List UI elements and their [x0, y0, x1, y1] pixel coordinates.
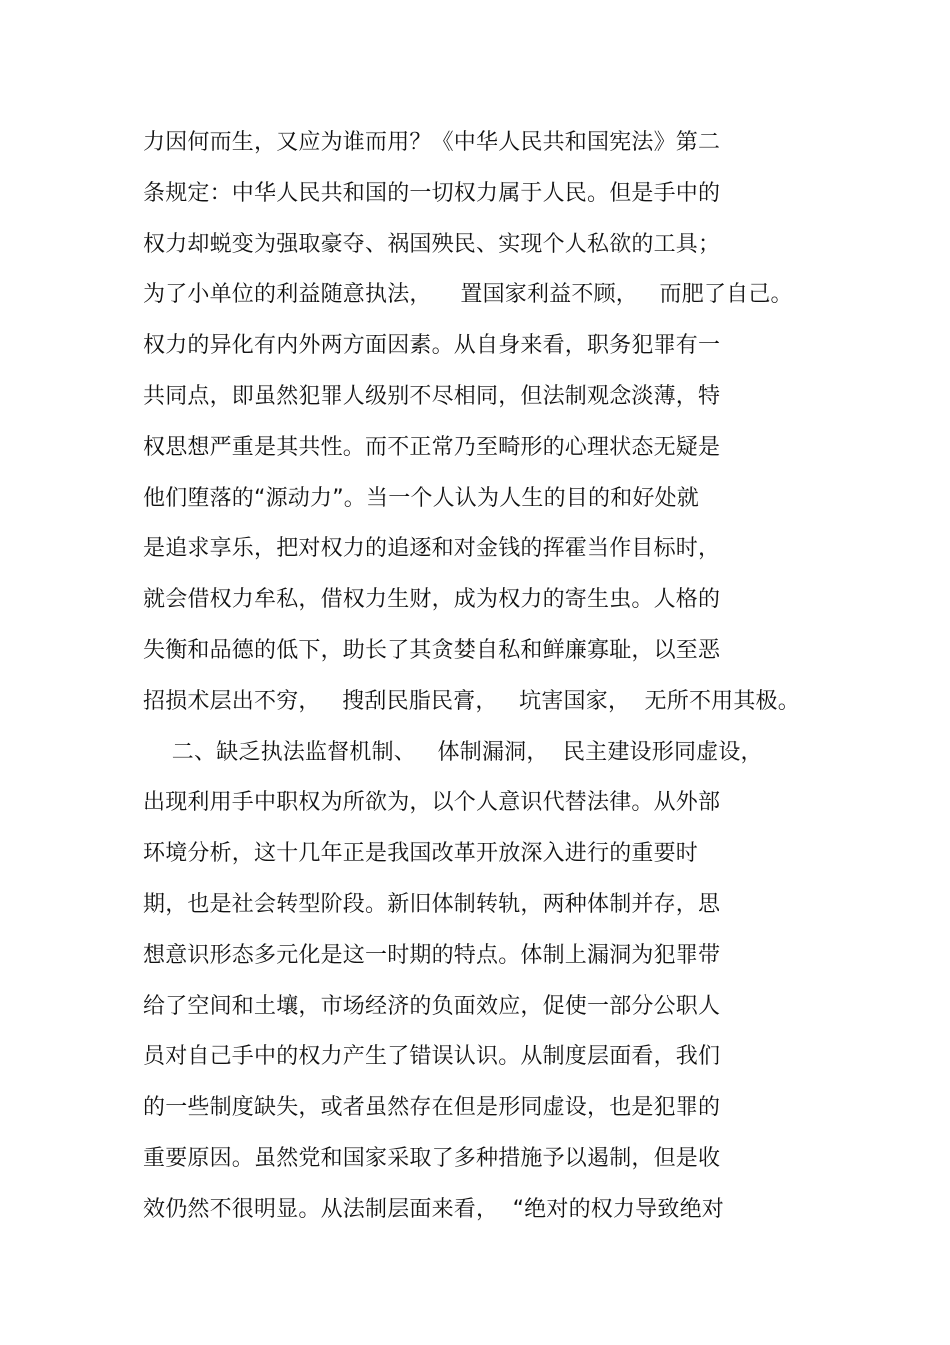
text-line: 出现利用手中职权为所欲为，以个人意识代替法律。从外部 — [143, 790, 721, 816]
text-line: 条规定：中华人民共和国的一切权力属于人民。但是手中的 — [143, 180, 721, 206]
section-heading-line: 二、缺乏执法监督机制、 体制漏洞， 民主建设形同虚设， — [143, 739, 763, 765]
text-line: 共同点，即虽然犯罪人级别不尽相同，但法制观念淡薄，特 — [143, 383, 721, 409]
text-line: 的一些制度缺失，或者虽然存在但是形同虚设，也是犯罪的 — [143, 1095, 721, 1121]
text-line: 环境分析，这十几年正是我国改革开放深入进行的重要时 — [143, 841, 699, 867]
text-line: 是追求享乐，把对权力的追逐和对金钱的挥霍当作目标时， — [143, 536, 721, 562]
text-line: 效仍然不很明显。从法制层面来看， “绝对的权力导致绝对 — [143, 1196, 724, 1222]
text-line: 员对自己手中的权力产生了错误认识。从制度层面看，我们 — [143, 1044, 721, 1070]
text-line: 重要原因。虽然党和国家采取了多种措施予以遏制，但是收 — [143, 1145, 721, 1171]
text-line: 权力的异化有内外两方面因素。从自身来看，职务犯罪有一 — [143, 333, 721, 359]
text-line: 权力却蜕变为强取豪夺、祸国殃民、实现个人私欲的工具； — [143, 231, 721, 257]
body-text — [143, 118, 823, 1236]
text-line: 就会借权力牟私，借权力生财，成为权力的寄生虫。人格的 — [143, 587, 721, 613]
text-line: 权思想严重是其共性。而不正常乃至畸形的心理状态无疑是 — [143, 434, 721, 460]
text-line: 给了空间和土壤，市场经济的负面效应，促使一部分公职人 — [143, 993, 721, 1019]
text-line: 力因何而生，又应为谁而用？《中华人民共和国宪法》第二 — [143, 130, 721, 155]
text-line: 招损术层出不穷， 搜刮民脂民膏， 坑害国家， 无所不用其极。 — [143, 688, 800, 714]
text-line: 期，也是社会转型阶段。新旧体制转轨，两种体制并存，思 — [143, 891, 721, 917]
text-line: 为了小单位的利益随意执法， 置国家利益不顾， 而肥了自己。 — [143, 282, 793, 308]
text-line: 失衡和品德的低下，助长了其贪婪自私和鲜廉寡耻，以至恶 — [143, 637, 721, 663]
text-line: 想意识形态多元化是这一时期的特点。体制上漏洞为犯罪带 — [143, 942, 721, 968]
text-line: 他们堕落的“源动力”。当一个人认为人生的目的和好处就 — [143, 485, 699, 511]
